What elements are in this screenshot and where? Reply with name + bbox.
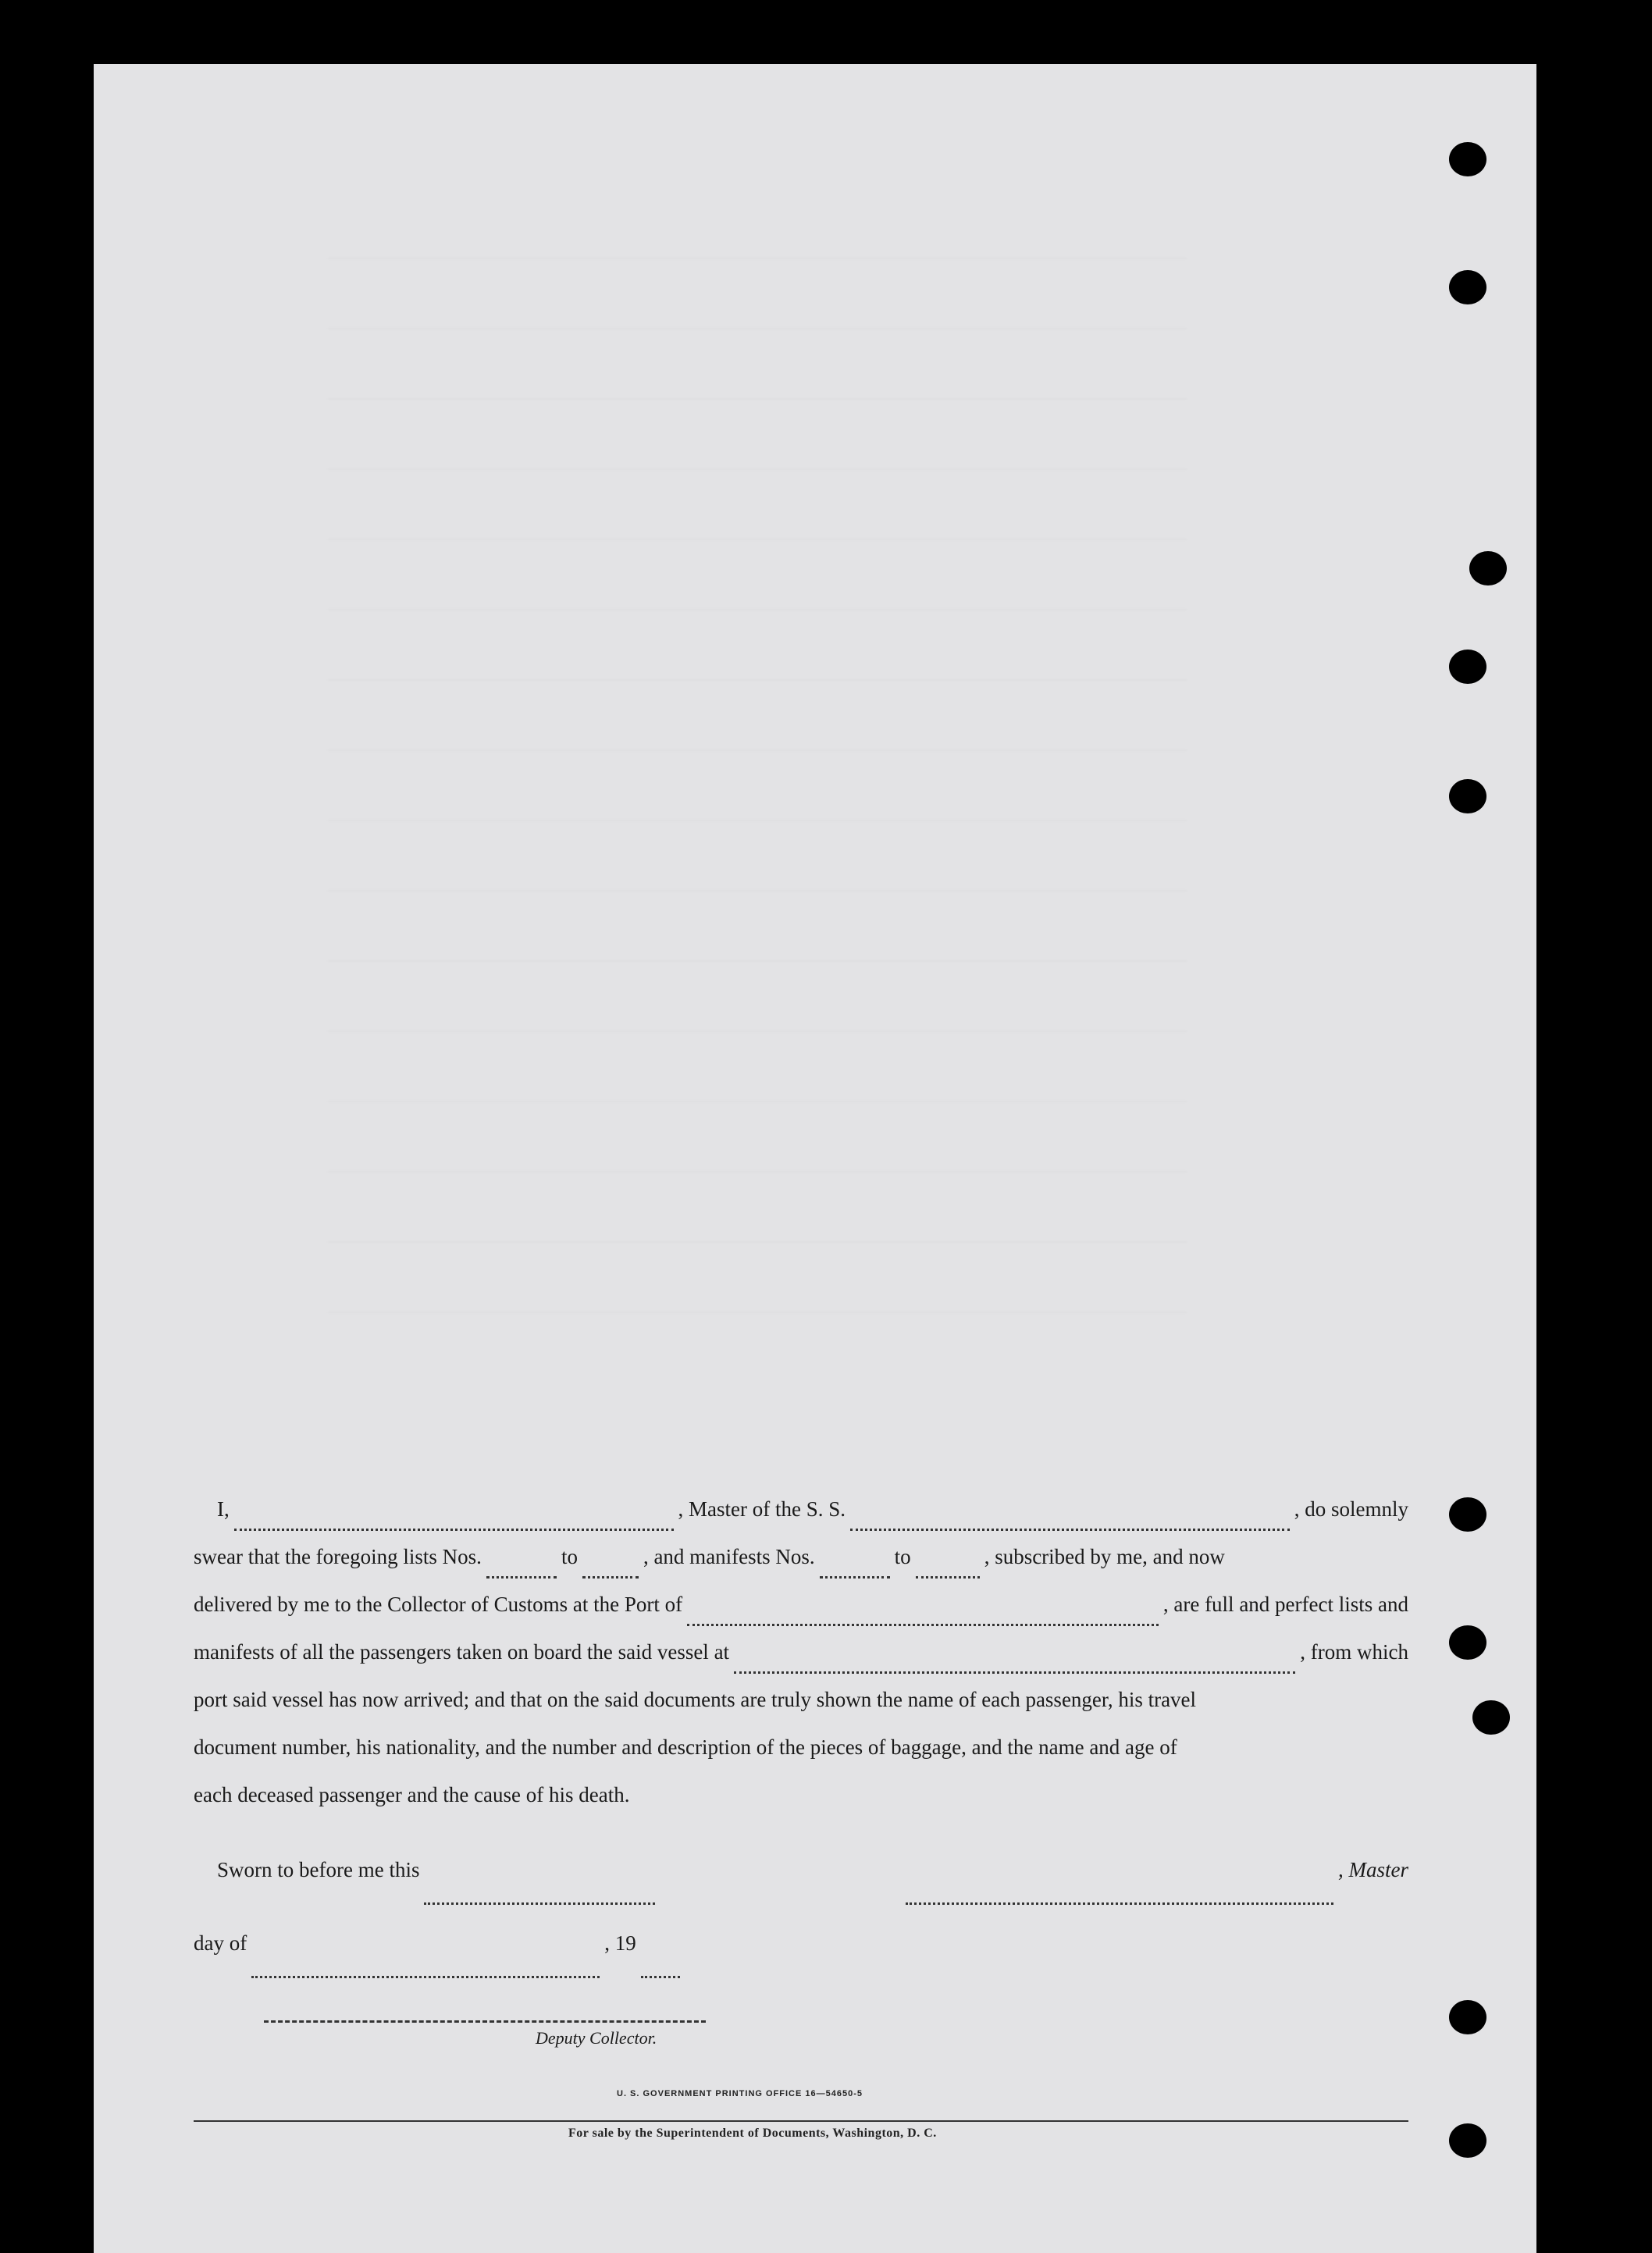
oath-line-6 [194, 1735, 1408, 1783]
year-blank[interactable] [641, 1959, 680, 1978]
oath-text: , and manifests Nos. [643, 1545, 815, 1568]
sworn-line [194, 1858, 1408, 1931]
manifest-from-blank[interactable] [820, 1559, 890, 1579]
month-blank[interactable] [251, 1959, 600, 1978]
oath-text: port said vessel has now arrived; and that on the said documents are truly shown the name of each passenger, his travel [194, 1688, 1197, 1711]
oath-text: , subscribed by me, and now [984, 1545, 1225, 1568]
oath-line-3 [194, 1593, 1408, 1640]
signature-block [194, 1858, 1408, 2005]
punch-hole [1449, 142, 1486, 176]
oath-text: , Master of the S. S. [678, 1497, 846, 1521]
list-from-blank[interactable] [486, 1559, 557, 1579]
master-label: , Master [1338, 1858, 1408, 1881]
master-name-blank[interactable] [234, 1511, 674, 1531]
sale-notice: For sale by the Superintendent of Documents, Washington, D. C. [568, 2127, 937, 2140]
oath-line-5 [194, 1688, 1408, 1735]
port-blank[interactable] [687, 1607, 1159, 1626]
oath-text: delivered by me to the Collector of Customs at the Port of [194, 1593, 683, 1616]
oath-text: document number, his nationality, and the number and description of the pieces of baggage, and the name and age of [194, 1735, 1177, 1759]
punch-hole [1449, 1497, 1486, 1532]
sworn-text: Sworn to before me this [217, 1858, 420, 1881]
oath-text: each deceased passenger and the cause of his death. [194, 1783, 630, 1806]
sworn-day-blank[interactable] [424, 1885, 655, 1905]
footer-rule [194, 2120, 1408, 2122]
oath-text: manifests of all the passengers taken on board the said vessel at [194, 1640, 730, 1664]
oath-text: to [894, 1545, 911, 1568]
deputy-signature-blank[interactable] [264, 2020, 706, 2023]
punch-hole [1449, 270, 1486, 304]
boarding-port-blank[interactable] [734, 1654, 1295, 1674]
punch-hole [1449, 2000, 1486, 2034]
punch-hole [1472, 1700, 1510, 1735]
manifest-to-blank[interactable] [916, 1559, 980, 1579]
punch-hole [1469, 551, 1507, 585]
punch-hole [1449, 650, 1486, 684]
oath-text: I, [217, 1497, 230, 1521]
punch-hole [1449, 779, 1486, 813]
bleed-through-text [328, 220, 1187, 1313]
day-of-text: day of [194, 1931, 247, 1955]
printing-office-imprint: U. S. GOVERNMENT PRINTING OFFICE 16—54650-5 [617, 2089, 863, 2098]
deputy-collector-label: Deputy Collector. [536, 2028, 657, 2048]
oath-line-4 [194, 1640, 1408, 1688]
oath-paragraph [194, 1497, 1408, 1831]
oath-text: , are full and perfect lists and [1162, 1593, 1408, 1616]
punch-hole [1449, 2123, 1486, 2158]
day-of-line [194, 1931, 1408, 2005]
list-to-blank[interactable] [582, 1559, 639, 1579]
ship-name-blank[interactable] [850, 1511, 1290, 1531]
oath-line-2 [194, 1545, 1408, 1593]
oath-text: , from which [1300, 1640, 1408, 1664]
punch-hole [1449, 1625, 1486, 1660]
year-text: , 19 [604, 1931, 636, 1955]
oath-text: to [561, 1545, 578, 1568]
oath-text: , do solemnly [1294, 1497, 1409, 1521]
oath-line-7 [194, 1783, 1408, 1831]
master-signature-blank[interactable] [906, 1885, 1333, 1905]
oath-line-1 [194, 1497, 1408, 1545]
oath-text: swear that the foregoing lists Nos. [194, 1545, 482, 1568]
